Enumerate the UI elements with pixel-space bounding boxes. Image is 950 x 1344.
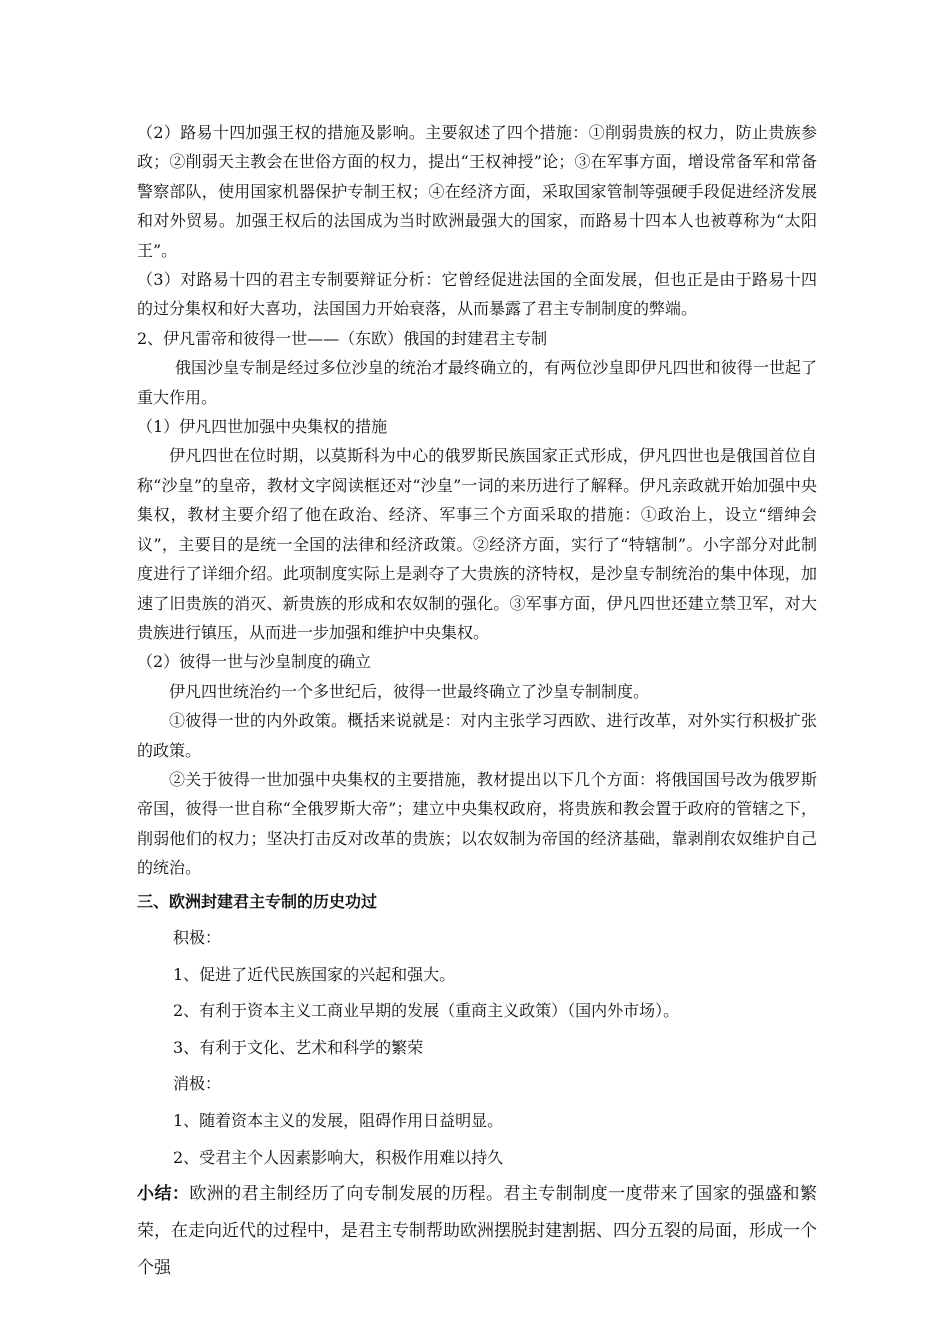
summary-label: 小结： — [137, 1184, 190, 1205]
paragraph-louis-xiv-measures: （2）路易十四加强王权的措施及影响。主要叙述了四个措施：①削弱贵族的权力，防止贵族参政；②削弱天主教会在世俗方面的权力，提出“王权神授”论；③在军事方面，增设常备军和常备警察部队，使用国家机器保护专制王权；④在经济方面，采取国家管制等强硬手段促进经济发展和对外贸易。加强王权后的法国成为当时欧洲最强大的国家，而路易十四本人也被尊称为“太阳王”。 — [137, 123, 817, 260]
negative-label: 消极： — [173, 1074, 222, 1094]
positive-label: 积极： — [173, 927, 222, 947]
merits-list — [137, 920, 817, 1176]
paragraph-russia-intro: 俄国沙皇专制是经过多位沙皇的统治才最终确立的，有两位沙皇即伊凡四世和彼得一世起了重大作用。 — [137, 358, 817, 407]
document-page — [137, 118, 817, 1287]
summary-block — [137, 1176, 817, 1287]
list-item: 1、促进了近代民族国家的兴起和强大。 — [173, 964, 456, 984]
summary-paragraph — [137, 1176, 817, 1287]
list-item: 1、随着资本主义的发展，阻碍作用日益明显。 — [173, 1110, 504, 1130]
subtitle-peter-i: （2）彼得一世与沙皇制度的确立 — [137, 652, 372, 672]
summary-text: 欧洲的君主制经历了向专制发展的历程。君主专制制度一度带来了国家的强盛和繁荣，在走向近代的过程中，是君主专制帮助欧洲摆脱封建割据、四分五裂的局面，形成一个个强 — [137, 1184, 817, 1279]
paragraph-louis-xiv-analysis: （3）对路易十四的君主专制要辩证分析：它曾经促进法国的全面发展，但也正是由于路易十四的过分集权和好大喜功，法国国力开始衰落，从而暴露了君主专制制度的弊端。 — [137, 270, 817, 319]
section-title-russia: 2、伊凡雷帝和彼得一世——（东欧）俄国的封建君主专制 — [137, 328, 548, 348]
subtitle-ivan-iv: （1）伊凡四世加强中央集权的措施 — [137, 417, 388, 437]
paragraph-peter-i-2: ①彼得一世的内外政策。概括来说就是：对内主张学习西欧、进行改革，对外实行积极扩张的政策。 — [137, 711, 817, 760]
paragraph-peter-i-1: 伊凡四世统治约一个多世纪后，彼得一世最终确立了沙皇专制制度。 — [169, 681, 650, 701]
list-item: 3、有利于文化、艺术和科学的繁荣 — [173, 1037, 424, 1057]
paragraph-peter-i-3: ②关于彼得一世加强中央集权的主要措施，教材提出以下几个方面：将俄国国号改为俄罗斯帝国，彼得一世自称“全俄罗斯大帝”；建立中央集权政府，将贵族和教会置于政府的管辖之下，削弱他们的权力；坚决打击反对改革的贵族；以农奴制为帝国的经济基础，靠剥削农奴维护自己的统治。 — [137, 769, 817, 878]
paragraph-ivan-iv: 伊凡四世在位时期，以莫斯科为中心的俄罗斯民族国家正式形成，伊凡四世也是俄国首位自称“沙皇”的皇帝，教材文字阅读框还对“沙皇”一词的来历进行了解释。伊凡亲政就开始加强中央集权，教材主要介绍了他在政治、经济、军事三个方面采取的措施：①政治上，设立“缙绅会议”，主要目的是统一全国的法律和经济政策。②经济方面，实行了“特辖制”。小字部分对此制度进行了详细介绍。此项制度实际上是剥夺了大贵族的济特权，是沙皇专制统治的集中体现，加速了旧贵族的消灭、新贵族的形成和农奴制的强化。③军事方面，伊凡四世还建立禁卫军，对大贵族进行镇压，从而进一步加强和维护中央集权。 — [137, 446, 817, 642]
list-item: 2、受君主个人因素影响大，积极作用难以持久 — [173, 1147, 504, 1167]
list-item: 2、有利于资本主义工商业早期的发展（重商主义政策）（国内外市场）。 — [173, 1001, 680, 1021]
section-heading-merits: 三、欧洲封建君主专制的历史功过 — [137, 891, 378, 911]
